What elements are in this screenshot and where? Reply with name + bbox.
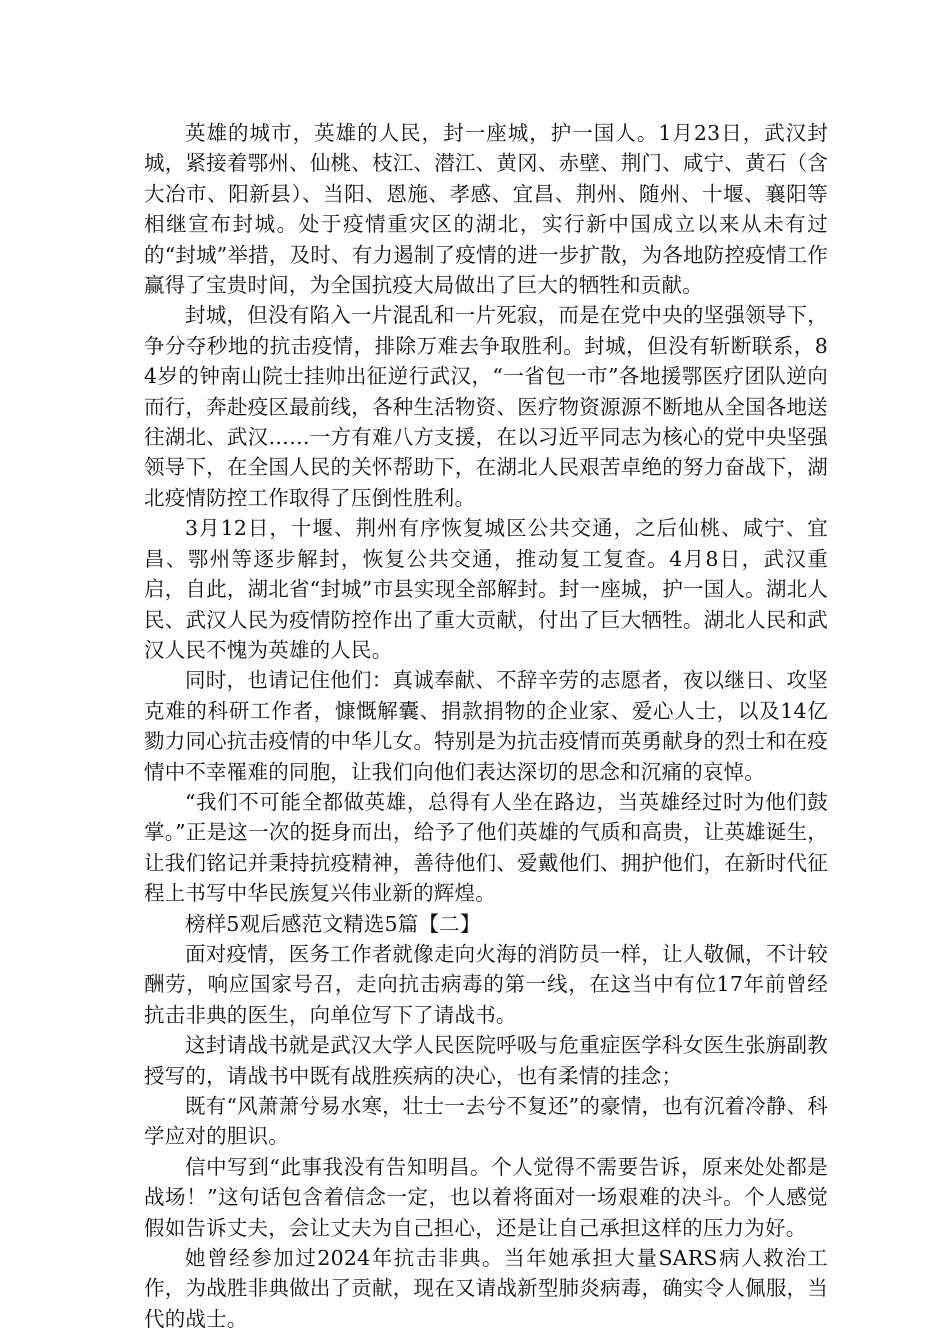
paragraph: 这封请战书就是武汉大学人民医院呼吸与危重症医学科女医生张旃副教授写的，请战书中既有战胜疾病的决心，也有柔情的挂念； xyxy=(144,1033,828,1088)
paragraph: 英雄的城市，英雄的人民，封一座城，护一国人。1月23日，武汉封城，紧接着鄂州、仙桃、枝江、潜江、黄冈、赤壁、荆门、咸宁、黄石（含大冶市、阳新县）、当阳、恩施、孝感、宜昌、荆州、随州、十堰、襄阳等相继宣布封城。处于疫情重灾区的湖北，实行新中国成立以来从未有过的“封城”举措，及时、有力遏制了疫情的进一步扩散，为各地防控疫情工作赢得了宝贵时间，为全国抗疫大局做出了巨大的牺牲和贡献。 xyxy=(144,121,828,298)
paragraph: “我们不可能全都做英雄，总得有人坐在路边，当英雄经过时为他们鼓掌。”正是这一次的挺身而出，给予了他们英雄的气质和高贵，让英雄诞生，让我们铭记并秉持抗疫精神，善待他们、爱戴他们、拥护他们，在新时代征程上书写中华民族复兴伟业新的辉煌。 xyxy=(144,789,828,906)
paragraph: 信中写到“此事我没有告知明昌。个人觉得不需要告诉，原来处处都是战场！”这句话包含着信念一定，也以着将面对一场艰难的决斗。个人感觉假如告诉丈夫，会让丈夫为自己担心，还是让自己承担这样的压力为好。 xyxy=(144,1154,828,1240)
paragraph: 面对疫情，医务工作者就像走向火海的消防员一样，让人敬佩，不计较酬劳，响应国家号召，走向抗击病毒的第一线，在这当中有位17年前曾经抗击非典的医生，向单位写下了请战书。 xyxy=(144,941,828,1027)
paragraph: 既有“风萧萧兮易水寒，壮士一去兮不复还”的豪情，也有沉着冷静、科学应对的胆识。 xyxy=(144,1094,828,1149)
section-heading: 榜样5观后感范文精选5篇【二】 xyxy=(185,911,481,936)
paragraph: 3月12日，十堰、荆州有序恢复城区公共交通，之后仙桃、咸宁、宜昌、鄂州等逐步解封，恢复公共交通，推动复工复查。4月8日，武汉重启，自此，湖北省“封城”市县实现全部解封。封一座城，护一国人。湖北人民、武汉人民为疫情防控作出了重大贡献，付出了巨大牺牲。湖北人民和武汉人民不愧为英雄的人民。 xyxy=(144,516,828,662)
paragraph: 她曾经参加过2024年抗击非典。当年她承担大量SARS病人救治工作，为战胜非典做出了贡献，现在又请战新型肺炎病毒，确实令人佩服，当代的战士。 xyxy=(144,1246,828,1331)
paragraph: 封城，但没有陷入一片混乱和一片死寂，而是在党中央的坚强领导下，争分夺秒地的抗击疫情，排除万难去争取胜利。封城，但没有斩断联系，84岁的钟南山院士挂帅出征逆行武汉，“一省包一市”各地援鄂医疗团队逆向而行，奔赴疫区最前线，各种生活物资、医疗物资源源不断地从全国各地送往湖北、武汉……一方有难八方支援，在以习近平同志为核心的党中央坚强领导下，在全国人民的关怀帮助下，在湖北人民艰苦卓绝的努力奋战下，湖北疫情防控工作取得了压倒性胜利。 xyxy=(144,303,828,510)
paragraph: 同时，也请记住他们：真诚奉献、不辞辛劳的志愿者，夜以继日、攻坚克难的科研工作者，慷慨解囊、捐款捐物的企业家、爱心人士，以及14亿勠力同心抗击疫情的中华儿女。特别是为抗击疫情而英勇献身的烈士和在疫情中不幸罹难的同胞，让我们向他们表达深切的思念和沉痛的哀悼。 xyxy=(144,668,828,784)
document-body xyxy=(144,118,828,1334)
